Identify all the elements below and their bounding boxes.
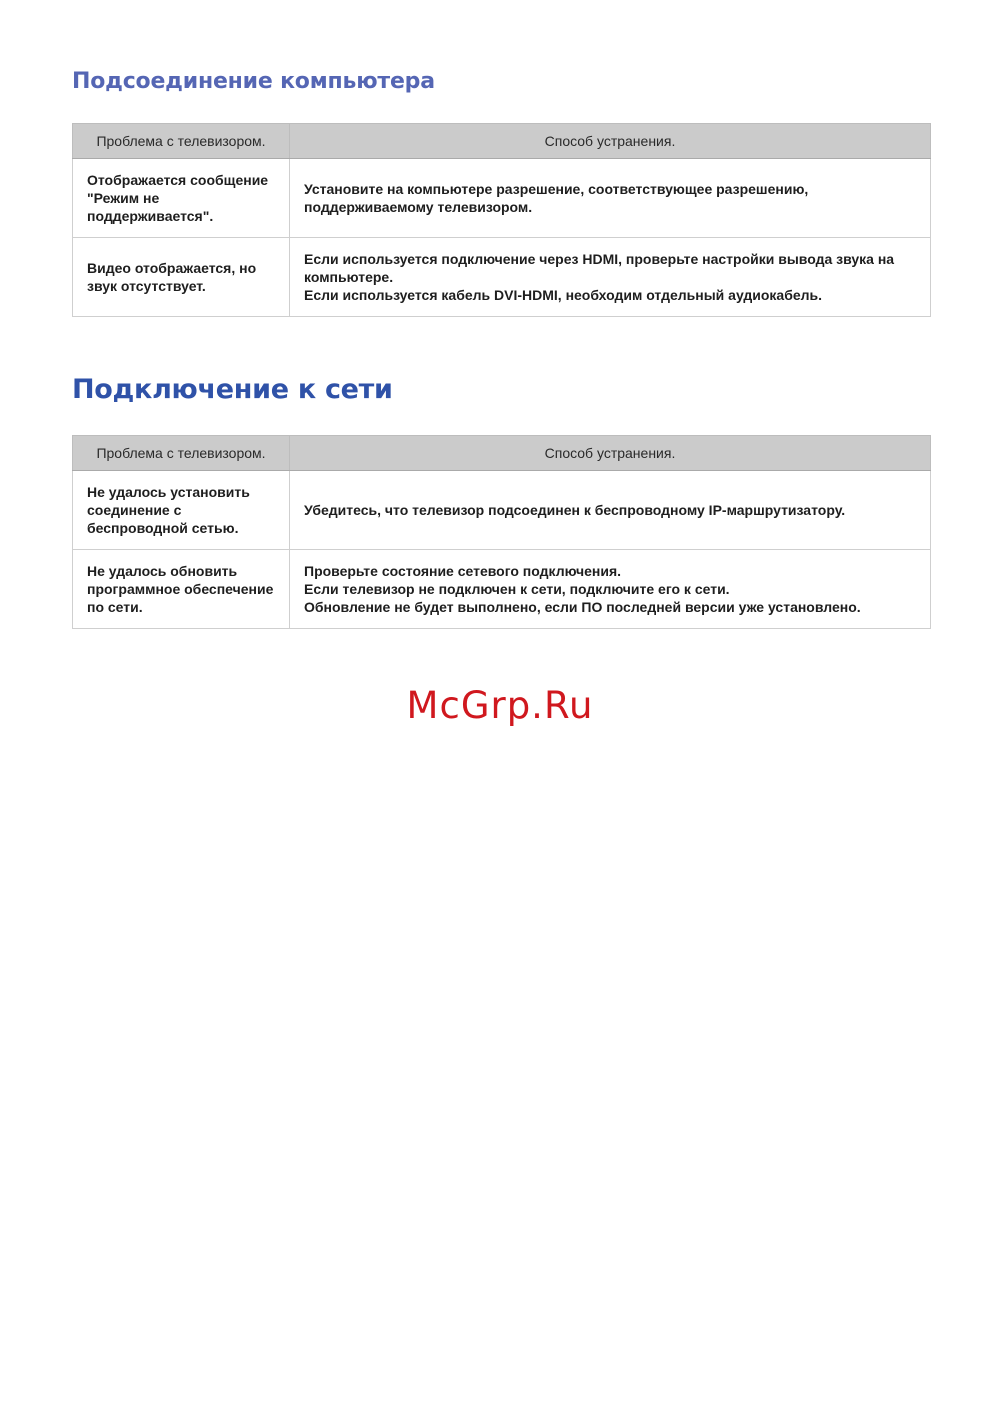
solution-line: Если используется подключение через HDMI, проверьте настройки вывода звука на компьютере. bbox=[304, 251, 895, 285]
table-row bbox=[73, 159, 931, 238]
problem-cell: Не удалось обновить программное обеспечение по сети. bbox=[73, 550, 290, 629]
table-header-row bbox=[73, 436, 931, 471]
table-row bbox=[73, 471, 931, 550]
section-title-computer-connection: Подсоединение компьютера bbox=[72, 69, 435, 94]
solution-cell bbox=[290, 159, 931, 238]
solution-line: Если телевизор не подключен к сети, подключите его к сети. bbox=[304, 581, 730, 597]
watermark-text: McGrp.Ru bbox=[406, 684, 594, 727]
troubleshooting-table-network bbox=[72, 435, 931, 629]
troubleshooting-table-computer bbox=[72, 123, 931, 317]
solution-cell bbox=[290, 550, 931, 629]
table-row bbox=[73, 238, 931, 317]
section-title-network-connection: Подключение к сети bbox=[72, 374, 393, 405]
solution-line: Установите на компьютере разрешение, соответствующее разрешению, поддерживаемому телевизором. bbox=[304, 181, 809, 215]
column-header-solution: Способ устранения. bbox=[290, 124, 931, 159]
problem-cell: Видео отображается, но звук отсутствует. bbox=[73, 238, 290, 317]
solution-line: Проверьте состояние сетевого подключения. bbox=[304, 563, 622, 579]
column-header-problem: Проблема с телевизором. bbox=[73, 124, 290, 159]
column-header-solution: Способ устранения. bbox=[290, 436, 931, 471]
problem-cell: Отображается сообщение "Режим не поддерживается". bbox=[73, 159, 290, 238]
table-header-row bbox=[73, 124, 931, 159]
solution-line: Обновление не будет выполнено, если ПО последней версии уже установлено. bbox=[304, 599, 861, 615]
column-header-problem: Проблема с телевизором. bbox=[73, 436, 290, 471]
solution-cell bbox=[290, 238, 931, 317]
table-row bbox=[73, 550, 931, 629]
solution-cell bbox=[290, 471, 931, 550]
problem-cell: Не удалось установить соединение с беспроводной сетью. bbox=[73, 471, 290, 550]
solution-line: Убедитесь, что телевизор подсоединен к беспроводному IP-маршрутизатору. bbox=[304, 502, 846, 518]
solution-line: Если используется кабель DVI-HDMI, необходим отдельный аудиокабель. bbox=[304, 287, 823, 303]
